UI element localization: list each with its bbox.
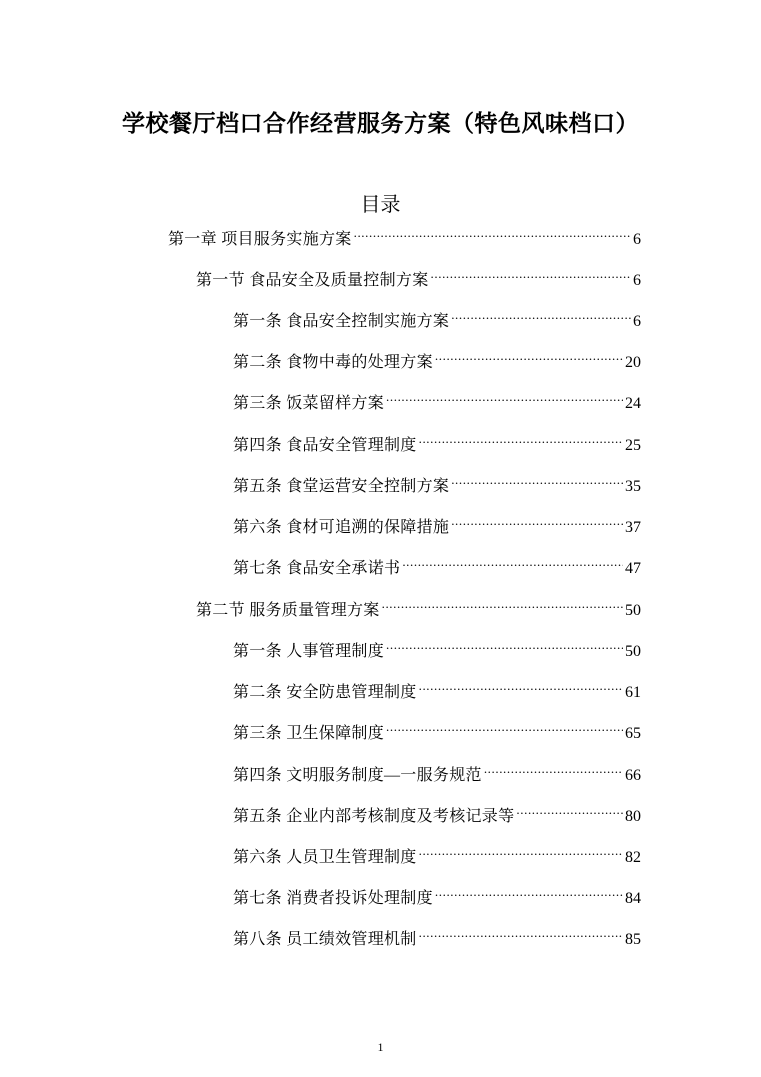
- toc-dot-leader: [419, 914, 623, 944]
- toc-entry-label: 第四条 文明服务制度—一服务规范: [233, 767, 482, 784]
- toc-entry[interactable]: [233, 750, 641, 784]
- document-title: 学校餐厅档口合作经营服务方案（特色风味档口）: [122, 111, 639, 138]
- toc-entry-label: 第二节 服务质量管理方案: [196, 602, 380, 619]
- toc-entry-label: 第四条 食品安全管理制度: [233, 437, 417, 454]
- toc-entry-label: 第六条 食材可追溯的保障措施: [233, 519, 450, 536]
- toc-entry[interactable]: [233, 296, 641, 330]
- toc-dot-leader: [419, 420, 623, 450]
- toc-entry-page: 35: [625, 478, 641, 495]
- toc-entry-page: 85: [625, 931, 641, 948]
- toc-entry-label: 第五条 企业内部考核制度及考核记录等: [233, 808, 515, 825]
- toc-entry-page: 25: [625, 437, 641, 454]
- toc-entry-label: 第八条 员工绩效管理机制: [233, 931, 417, 948]
- toc-entry-page: 20: [625, 354, 641, 371]
- toc-entry[interactable]: [233, 708, 641, 742]
- toc-dot-leader: [451, 296, 631, 326]
- toc-dot-leader: [354, 214, 631, 244]
- toc-dot-leader: [431, 255, 631, 285]
- toc-entry[interactable]: [168, 214, 641, 248]
- toc-entry-label: 第二条 安全防患管理制度: [233, 684, 417, 701]
- toc-entry-label: 第七条 消费者投诉处理制度: [233, 890, 433, 907]
- toc-entry[interactable]: [233, 667, 641, 701]
- toc-entry[interactable]: [233, 914, 641, 948]
- toc-entry[interactable]: [233, 337, 641, 371]
- toc-dot-leader: [435, 873, 623, 903]
- toc-dot-leader: [419, 667, 623, 697]
- toc-dot-leader: [402, 543, 623, 573]
- toc-entry-page: 37: [625, 519, 641, 536]
- toc-heading: 目录: [360, 192, 401, 216]
- toc-entry[interactable]: [233, 626, 641, 660]
- toc-entry-page: 6: [633, 231, 641, 248]
- toc-entry-label: 第一节 食品安全及质量控制方案: [196, 272, 429, 289]
- toc-entry-label: 第七条 食品安全承诺书: [233, 560, 401, 577]
- toc-entry[interactable]: [233, 832, 641, 866]
- toc-dot-leader: [451, 502, 623, 532]
- toc-dot-leader: [382, 585, 623, 615]
- toc-entry-page: 80: [625, 808, 641, 825]
- toc-entry-page: 82: [625, 849, 641, 866]
- toc-entry-page: 50: [625, 602, 641, 619]
- page-number: 1: [377, 1040, 384, 1054]
- toc-entry-label: 第一条 人事管理制度: [233, 643, 385, 660]
- toc-entry[interactable]: [233, 420, 641, 454]
- toc-entry[interactable]: [233, 502, 641, 536]
- toc-entry-page: 6: [633, 272, 641, 289]
- toc-dot-leader: [516, 791, 623, 821]
- toc-entry-page: 65: [625, 725, 641, 742]
- toc-entry-page: 50: [625, 643, 641, 660]
- toc-entry[interactable]: [196, 255, 641, 289]
- toc-entry-page: 84: [625, 890, 641, 907]
- toc-entry[interactable]: [233, 791, 641, 825]
- toc-dot-leader: [386, 626, 623, 656]
- toc-entry-page: 24: [625, 395, 641, 412]
- toc-entry-label: 第一章 项目服务实施方案: [168, 231, 352, 248]
- toc-entry[interactable]: [233, 378, 641, 412]
- toc-entry-label: 第三条 卫生保障制度: [233, 725, 385, 742]
- toc-entry[interactable]: [196, 585, 641, 619]
- toc-entry-page: 47: [625, 560, 641, 577]
- toc-entry[interactable]: [233, 873, 641, 907]
- toc-entry-label: 第六条 人员卫生管理制度: [233, 849, 417, 866]
- toc-entry-label: 第二条 食物中毒的处理方案: [233, 354, 433, 371]
- toc-entry-label: 第一条 食品安全控制实施方案: [233, 313, 450, 330]
- toc-dot-leader: [386, 378, 623, 408]
- toc-entry-page: 61: [625, 684, 641, 701]
- toc-entry-page: 66: [625, 767, 641, 784]
- toc-entry[interactable]: [233, 543, 641, 577]
- toc-dot-leader: [419, 832, 623, 862]
- toc-dot-leader: [435, 337, 623, 367]
- toc-entry-label: 第五条 食堂运营安全控制方案: [233, 478, 450, 495]
- toc-dot-leader: [386, 708, 623, 738]
- toc-entry[interactable]: [233, 461, 641, 495]
- toc-entry-page: 6: [633, 313, 641, 330]
- toc-dot-leader: [484, 750, 623, 780]
- toc-entry-label: 第三条 饭菜留样方案: [233, 395, 385, 412]
- toc-dot-leader: [451, 461, 623, 491]
